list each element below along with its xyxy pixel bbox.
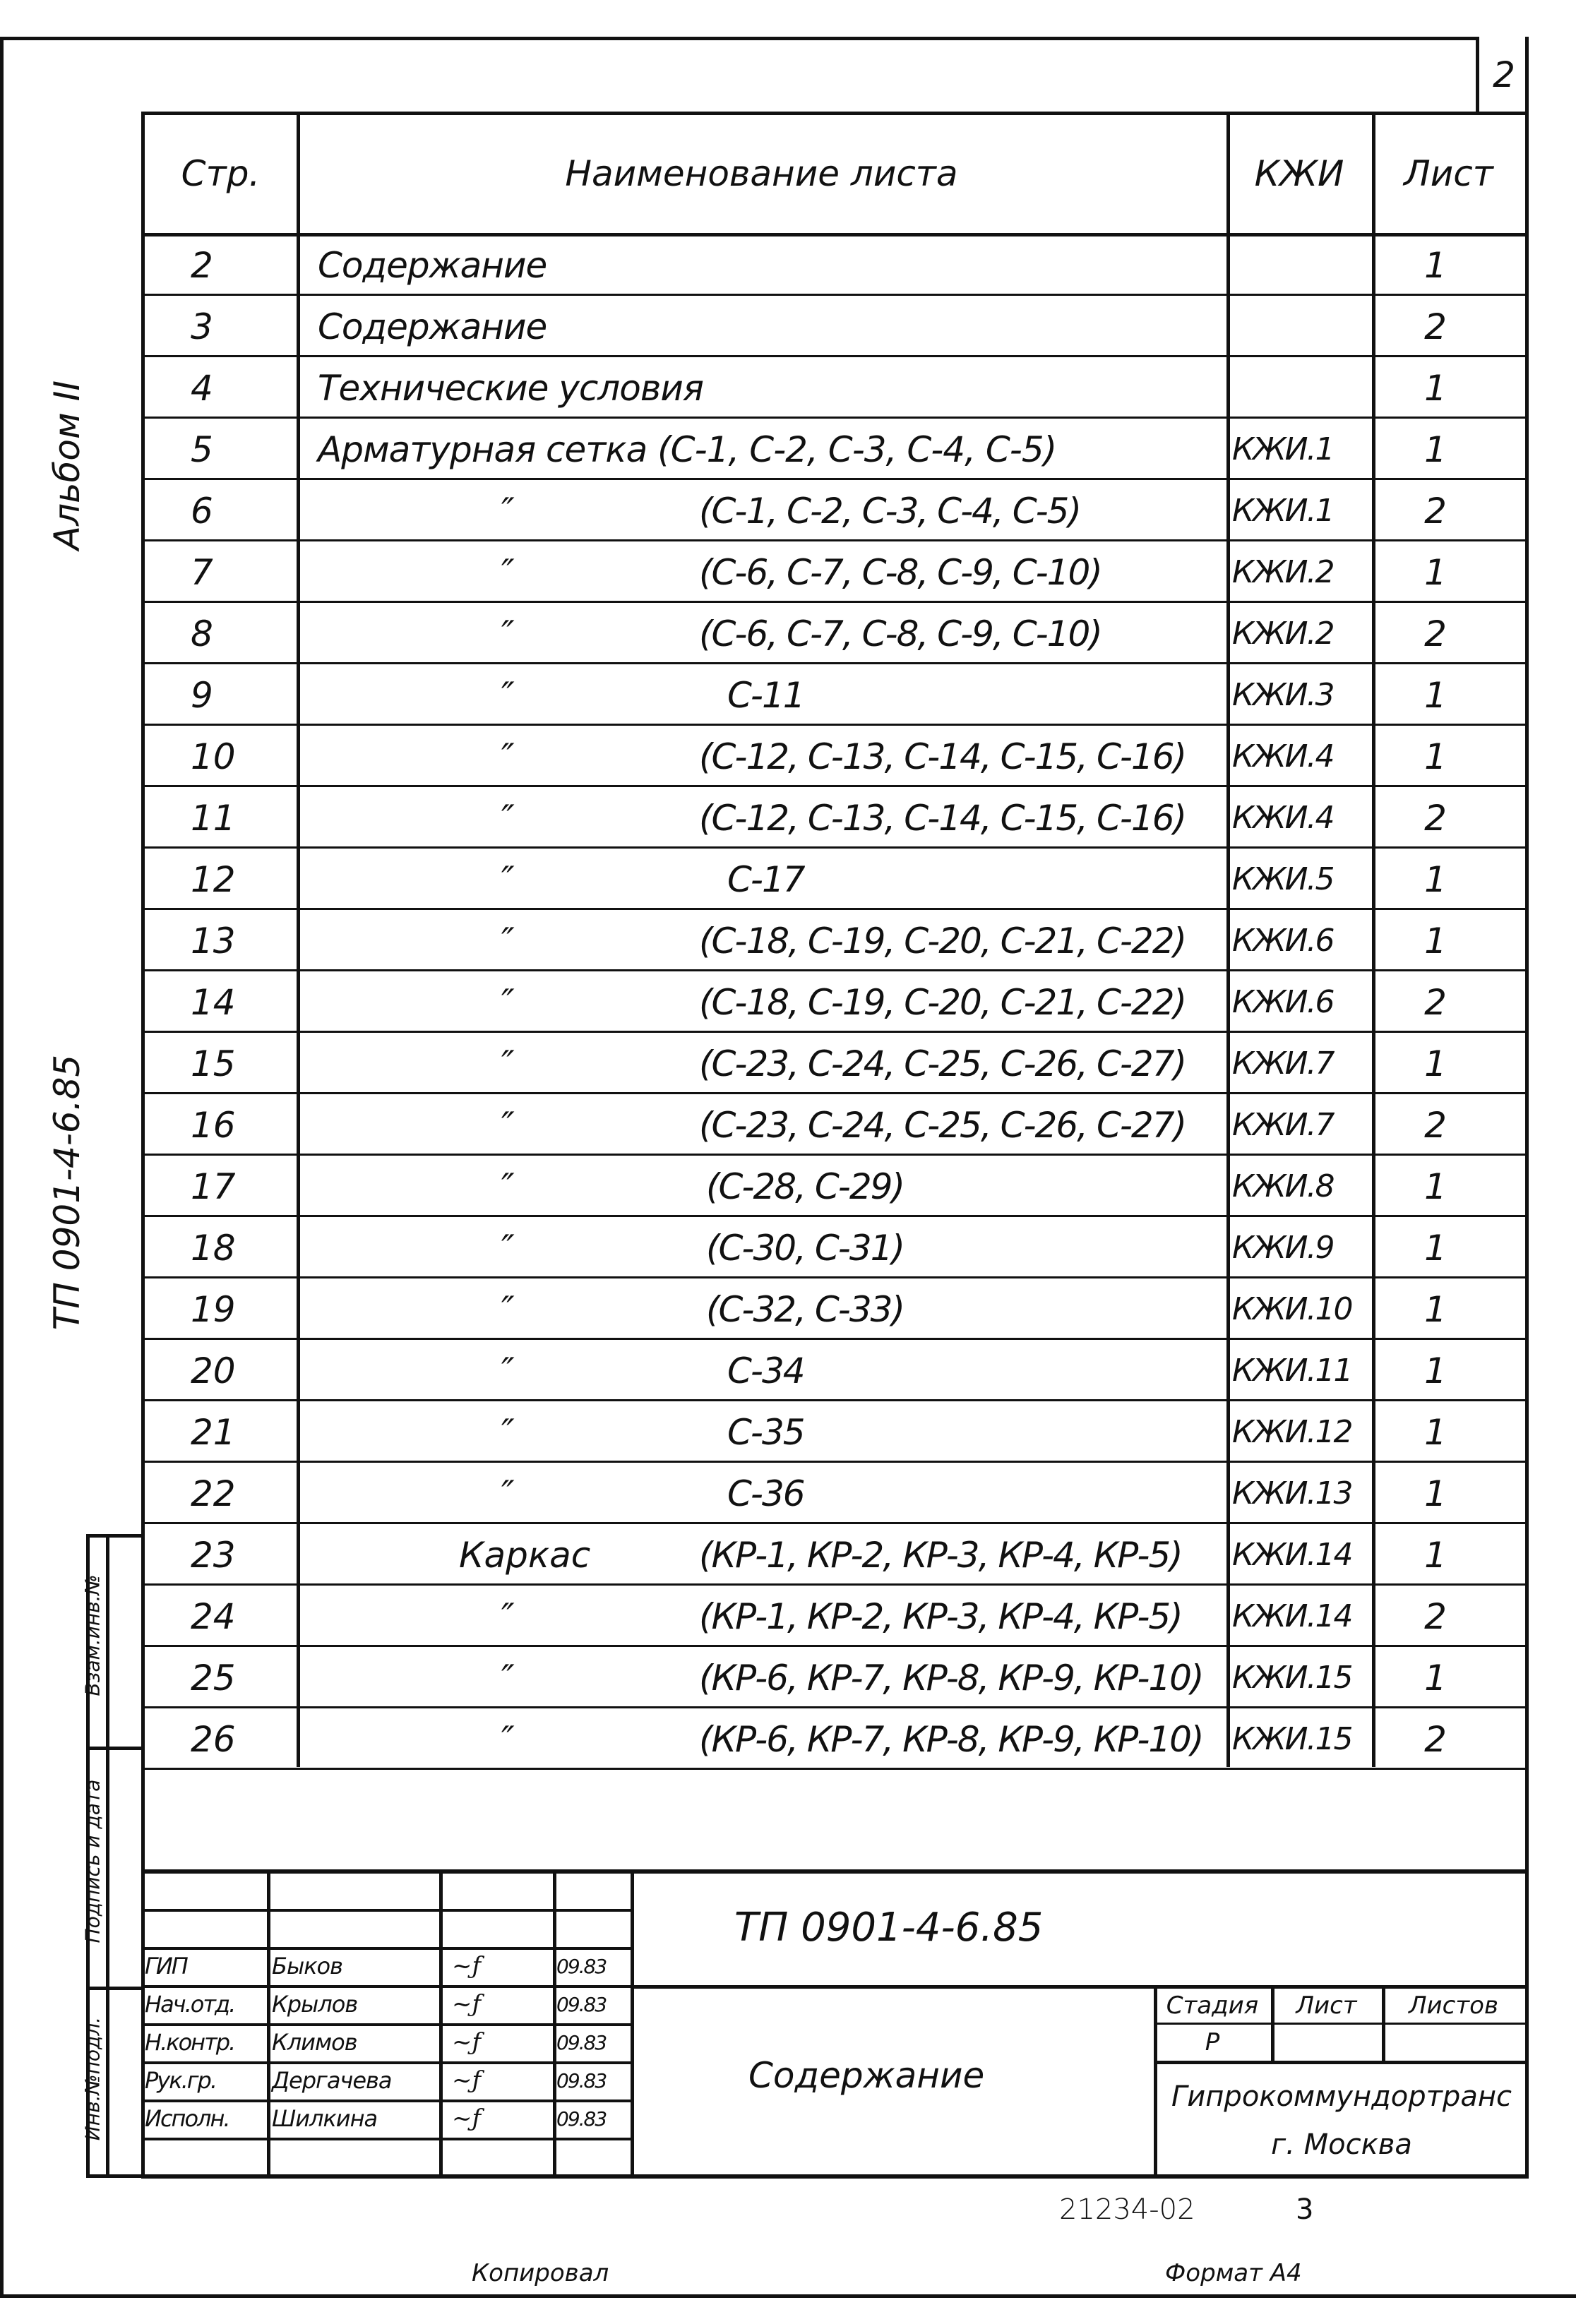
page-number: 2 xyxy=(1493,54,1515,95)
row-page: 26 xyxy=(191,1718,236,1760)
title-block-column-line xyxy=(439,1871,443,2176)
row-content: (С-23, С-24, С-25, С-26, С-27) xyxy=(699,1043,1186,1084)
signature-icon: ~ƒ xyxy=(452,2028,482,2056)
row-sheet: 1 xyxy=(1424,1166,1447,1207)
title-block-column-line xyxy=(267,1871,270,2176)
row-sheet: 2 xyxy=(1424,1595,1447,1637)
title-block-column-line xyxy=(631,1871,634,2176)
column-line xyxy=(1226,112,1230,1767)
signer-date: 09.83 xyxy=(556,2107,607,2131)
sheets-header: Листов xyxy=(1408,1991,1498,2020)
title-block-bottom-line xyxy=(141,2175,1529,2179)
row-content: (С-18, С-19, С-20, С-21, С-22) xyxy=(699,920,1186,962)
row-content: С-36 xyxy=(727,1473,804,1514)
row-sheet: 2 xyxy=(1424,306,1447,347)
row-content: С-11 xyxy=(727,674,804,716)
row-ditto: Каркас xyxy=(459,1534,591,1576)
row-ditto: ″ xyxy=(501,1227,515,1269)
row-kzhi: КЖИ.12 xyxy=(1232,1414,1352,1450)
row-sheet: 2 xyxy=(1424,1104,1447,1146)
row-sheet: 1 xyxy=(1424,429,1447,470)
row-sheet: 1 xyxy=(1424,1534,1447,1576)
format-label: Формат А4 xyxy=(1165,2259,1302,2287)
row-page: 15 xyxy=(191,1043,236,1084)
row-ditto: ″ xyxy=(501,1473,515,1514)
stamp-inventory-label: Инв.№подл. xyxy=(80,2016,105,2141)
organization-city: г. Москва xyxy=(1271,2128,1412,2161)
row-content: (С-6, С-7, С-8, С-9, С-10) xyxy=(699,613,1102,654)
row-content: (С-12, С-13, С-14, С-15, С-16) xyxy=(699,797,1186,839)
row-ditto: ″ xyxy=(501,797,515,839)
row-page: 11 xyxy=(191,797,236,839)
signer-role: Нач.отд. xyxy=(145,1991,235,2018)
row-sheet: 2 xyxy=(1424,797,1447,839)
row-page: 16 xyxy=(191,1104,236,1146)
row-sheet: 1 xyxy=(1424,1227,1447,1269)
header-name: Наименование листа xyxy=(565,153,958,194)
archive-number: 21234-02 xyxy=(1059,2193,1195,2226)
row-kzhi: КЖИ.9 xyxy=(1232,1230,1334,1266)
row-ditto: ″ xyxy=(501,1718,515,1760)
row-sheet: 1 xyxy=(1424,736,1447,777)
row-content: С-35 xyxy=(727,1411,804,1453)
row-page: 19 xyxy=(191,1288,236,1330)
signer-date: 09.83 xyxy=(556,1954,607,1978)
row-page: 3 xyxy=(191,306,213,347)
row-title: Технические условия xyxy=(318,367,703,409)
row-sheet: 1 xyxy=(1424,367,1447,409)
row-sheet: 1 xyxy=(1424,1043,1447,1084)
row-ditto: ″ xyxy=(501,674,515,716)
row-ditto: ″ xyxy=(501,551,515,593)
row-sheet: 1 xyxy=(1424,1411,1447,1453)
frame-bottom-line xyxy=(0,2294,1576,2298)
title-block-row-line xyxy=(141,1909,631,1912)
row-kzhi: КЖИ.4 xyxy=(1232,738,1334,774)
row-page: 17 xyxy=(191,1166,236,1207)
row-ditto: ″ xyxy=(501,736,515,777)
row-page: 14 xyxy=(191,981,236,1023)
row-ditto: ″ xyxy=(501,1166,515,1207)
signature-icon: ~ƒ xyxy=(452,1990,482,2018)
signer-role: Исполн. xyxy=(145,2105,229,2132)
row-kzhi: КЖИ.6 xyxy=(1232,984,1334,1020)
row-content: (С-6, С-7, С-8, С-9, С-10) xyxy=(699,551,1102,593)
row-content: (С-28, С-29) xyxy=(706,1166,904,1207)
row-kzhi: КЖИ.3 xyxy=(1232,677,1334,713)
signer-date: 09.83 xyxy=(556,1992,607,2016)
row-ditto: ″ xyxy=(501,490,515,532)
signer-role: ГИП xyxy=(145,1953,187,1979)
sheet-header: Лист xyxy=(1296,1991,1357,2020)
row-title: Арматурная сетка (С-1, С-2, С-3, С-4, С-5) xyxy=(318,429,1057,470)
signer-name: Крылов xyxy=(272,1991,358,2018)
row-page: 24 xyxy=(191,1595,236,1637)
signature-icon: ~ƒ xyxy=(452,2104,482,2133)
side-designation: ТП 0901-4-6.85 xyxy=(47,1054,88,1331)
column-line xyxy=(297,112,300,1767)
header-kzhi: КЖИ xyxy=(1254,153,1344,194)
stage-value: Р xyxy=(1205,2028,1220,2056)
row-kzhi: КЖИ.11 xyxy=(1232,1353,1352,1389)
row-kzhi: КЖИ.15 xyxy=(1232,1721,1352,1757)
row-page: 25 xyxy=(191,1657,236,1699)
page-number-box xyxy=(1476,37,1529,113)
row-kzhi xyxy=(1232,357,1370,419)
row-content: (КР-1, КР-2, КР-3, КР-4, КР-5) xyxy=(699,1595,1182,1637)
row-kzhi: КЖИ.2 xyxy=(1232,616,1334,652)
signer-name: Климов xyxy=(272,2029,357,2056)
row-page: 6 xyxy=(191,490,213,532)
header-page: Стр. xyxy=(181,153,261,194)
row-content: (С-18, С-19, С-20, С-21, С-22) xyxy=(699,981,1186,1023)
row-ditto: ″ xyxy=(501,981,515,1023)
stamp-replacement-label: Взам.инв.№ xyxy=(80,1574,105,1696)
row-page: 4 xyxy=(191,367,213,409)
frame-top-line xyxy=(0,37,1476,40)
row-content: (С-23, С-24, С-25, С-26, С-27) xyxy=(699,1104,1186,1146)
frame-left-line xyxy=(0,37,4,2296)
title-block-sheet-title: Содержание xyxy=(748,2055,985,2096)
row-ditto: ″ xyxy=(501,1104,515,1146)
row-sheet: 1 xyxy=(1424,1288,1447,1330)
signature-icon: ~ƒ xyxy=(452,2066,482,2095)
row-kzhi: КЖИ.8 xyxy=(1232,1168,1334,1204)
row-page: 18 xyxy=(191,1227,236,1269)
row-page: 7 xyxy=(191,551,213,593)
row-sheet: 1 xyxy=(1424,858,1447,900)
row-content: (КР-1, КР-2, КР-3, КР-4, КР-5) xyxy=(699,1534,1182,1576)
row-ditto: ″ xyxy=(501,858,515,900)
row-ditto: ″ xyxy=(501,1657,515,1699)
header-sheet: Лист xyxy=(1404,153,1493,194)
row-kzhi: КЖИ.4 xyxy=(1232,800,1334,836)
row-content: С-34 xyxy=(727,1350,804,1391)
row-content: (С-30, С-31) xyxy=(706,1227,904,1269)
row-page: 10 xyxy=(191,736,236,777)
row-kzhi: КЖИ.7 xyxy=(1232,1046,1334,1082)
row-page: 12 xyxy=(191,858,236,900)
copied-label: Копировал xyxy=(472,2259,609,2287)
row-page: 9 xyxy=(191,674,213,716)
stamp-signature-label: Подпись и дата xyxy=(80,1779,105,1943)
row-sheet: 1 xyxy=(1424,1473,1447,1514)
row-ditto: ″ xyxy=(501,1411,515,1453)
organization: Гипрокоммундортранс xyxy=(1171,2080,1512,2113)
row-kzhi xyxy=(1232,234,1370,296)
row-kzhi: КЖИ.15 xyxy=(1232,1660,1352,1696)
album-label: Альбом II xyxy=(47,380,88,551)
row-content: С-17 xyxy=(727,858,804,900)
signer-name: Шилкина xyxy=(272,2105,378,2132)
row-page: 23 xyxy=(191,1534,236,1576)
signer-name: Быков xyxy=(272,1953,342,1979)
title-block-row-line xyxy=(141,2138,631,2140)
row-kzhi: КЖИ.14 xyxy=(1232,1537,1352,1573)
row-page: 5 xyxy=(191,429,213,470)
row-sheet: 1 xyxy=(1424,920,1447,962)
signer-date: 09.83 xyxy=(556,2030,607,2054)
row-title: Содержание xyxy=(318,244,547,286)
row-page: 22 xyxy=(191,1473,236,1514)
row-ditto: ″ xyxy=(501,1595,515,1637)
row-content: (КР-6, КР-7, КР-8, КР-9, КР-10) xyxy=(699,1657,1203,1699)
row-ditto: ″ xyxy=(501,1350,515,1391)
row-ditto: ″ xyxy=(501,920,515,962)
row-sheet: 1 xyxy=(1424,551,1447,593)
row-kzhi: КЖИ.7 xyxy=(1232,1107,1334,1143)
row-ditto: ″ xyxy=(501,1043,515,1084)
row-sheet: 1 xyxy=(1424,674,1447,716)
row-page: 8 xyxy=(191,613,213,654)
row-sheet: 1 xyxy=(1424,244,1447,286)
row-sheet: 2 xyxy=(1424,490,1447,532)
row-kzhi: КЖИ.5 xyxy=(1232,861,1334,897)
row-content: (КР-6, КР-7, КР-8, КР-9, КР-10) xyxy=(699,1718,1203,1760)
row-kzhi: КЖИ.6 xyxy=(1232,923,1334,959)
row-sheet: 2 xyxy=(1424,1718,1447,1760)
signer-role: Н.контр. xyxy=(145,2029,235,2056)
signer-name: Дергачева xyxy=(272,2067,392,2094)
row-kzhi: КЖИ.1 xyxy=(1232,493,1334,529)
row-page: 13 xyxy=(191,920,236,962)
row-sheet: 2 xyxy=(1424,981,1447,1023)
row-kzhi: КЖИ.1 xyxy=(1232,431,1334,467)
row-kzhi: КЖИ.10 xyxy=(1232,1291,1352,1327)
row-content: (С-1, С-2, С-3, С-4, С-5) xyxy=(699,490,1080,532)
row-kzhi: КЖИ.13 xyxy=(1232,1475,1352,1511)
row-page: 21 xyxy=(191,1411,236,1453)
row-kzhi xyxy=(1232,296,1370,357)
row-page: 2 xyxy=(191,244,213,286)
row-sheet: 2 xyxy=(1424,613,1447,654)
row-kzhi: КЖИ.2 xyxy=(1232,554,1334,590)
row-sheet: 1 xyxy=(1424,1350,1447,1391)
signer-date: 09.83 xyxy=(556,2068,607,2092)
title-block-top-line xyxy=(141,1869,1529,1874)
row-ditto: ″ xyxy=(501,1288,515,1330)
side-stamp-divider xyxy=(106,1534,109,2178)
title-block-designation: ТП 0901-4-6.85 xyxy=(734,1904,1044,1951)
row-kzhi: КЖИ.14 xyxy=(1232,1598,1352,1634)
stage-header: Стадия xyxy=(1166,1991,1259,2020)
row-content: (С-12, С-13, С-14, С-15, С-16) xyxy=(699,736,1186,777)
row-sheet: 1 xyxy=(1424,1657,1447,1699)
signer-role: Рук.гр. xyxy=(145,2067,217,2094)
row-page: 20 xyxy=(191,1350,236,1391)
stage-bottom-line xyxy=(1154,2061,1528,2064)
signature-icon: ~ƒ xyxy=(452,1952,482,1980)
archive-page: 3 xyxy=(1296,2193,1314,2226)
row-content: (С-32, С-33) xyxy=(706,1288,904,1330)
row-title: Содержание xyxy=(318,306,547,347)
row-ditto: ″ xyxy=(501,613,515,654)
